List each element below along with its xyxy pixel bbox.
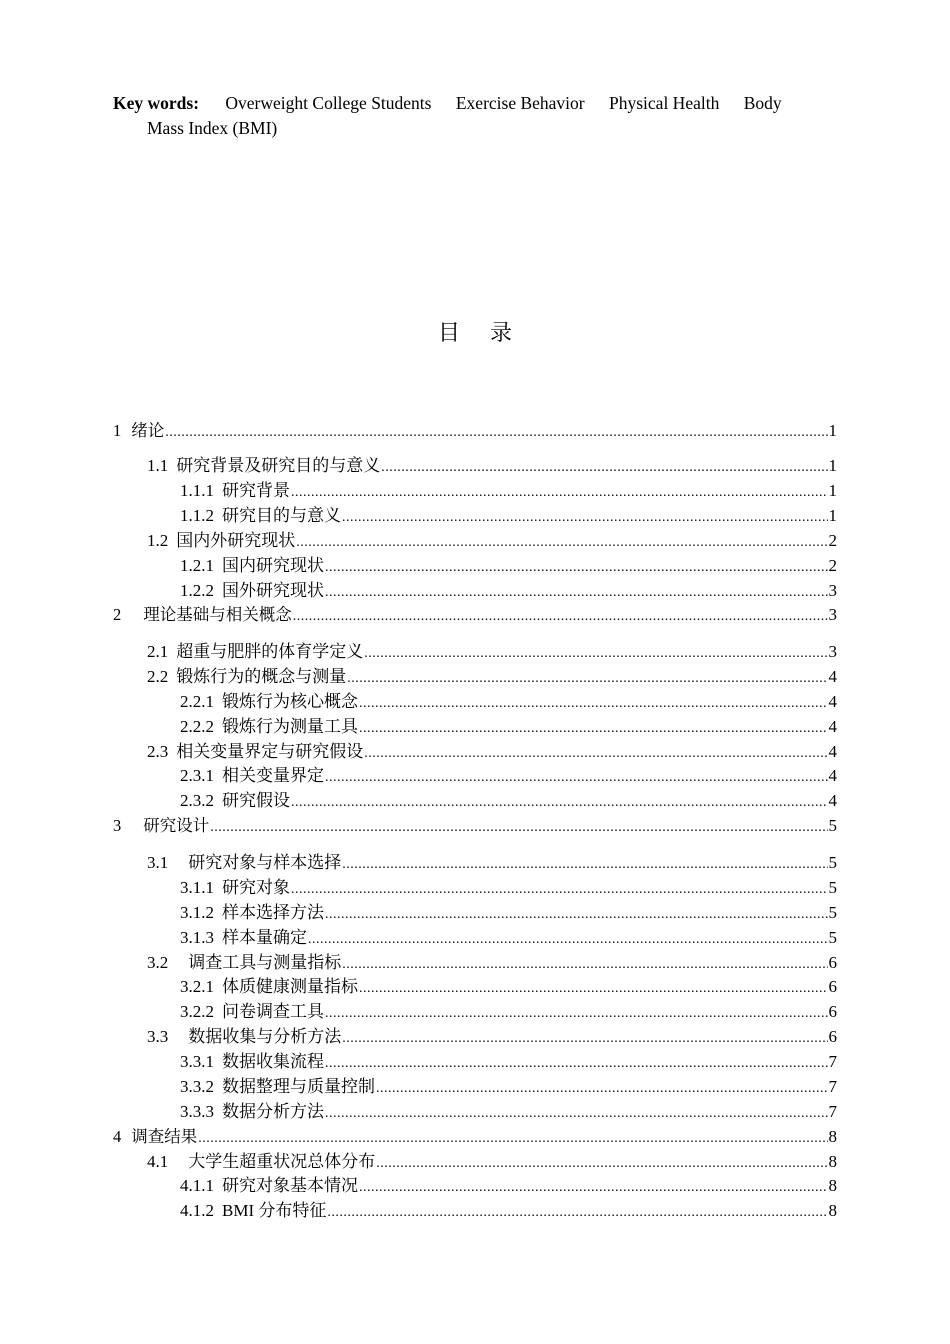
toc-entry-page: 3: [828, 642, 837, 661]
toc-entry[interactable]: [147, 741, 837, 765]
toc-entry[interactable]: [180, 1051, 837, 1075]
toc-entry-number: 2.2.1: [180, 692, 214, 711]
toc-dot-leader: [325, 557, 828, 579]
toc-entry[interactable]: [180, 1001, 837, 1025]
toc-dot-leader: [296, 532, 827, 554]
toc-entry[interactable]: [180, 765, 837, 789]
toc-dot-leader: [325, 1003, 828, 1025]
toc-entry-title: 研究对象: [222, 878, 290, 897]
keyword-term: Exercise Behavior: [455, 93, 585, 113]
toc-entry-title: 研究对象与样本选择: [188, 853, 342, 872]
toc-entry-title: 研究设计: [143, 816, 210, 835]
toc-dot-leader: [291, 792, 828, 814]
toc-entry-page: 1: [828, 456, 837, 475]
toc-entry-page: 7: [828, 1102, 837, 1121]
toc-entry[interactable]: [113, 420, 837, 444]
toc-entry[interactable]: [147, 455, 837, 479]
toc-entry[interactable]: [180, 1175, 837, 1199]
toc-entry-title: 锻炼行为测量工具: [222, 717, 358, 736]
toc-entry-page: 5: [828, 816, 837, 835]
toc-entry-title: BMI 分布特征: [222, 1201, 327, 1220]
toc-entry-title: 研究背景: [222, 481, 290, 500]
toc-entry-title: 锻炼行为的概念与测量: [176, 667, 347, 686]
toc-entry-title: 研究目的与意义: [222, 506, 341, 525]
toc-dot-leader: [293, 606, 828, 628]
toc-entry-title: 国外研究现状: [222, 581, 324, 600]
toc-entry-title: 样本量确定: [222, 928, 307, 947]
toc-entry[interactable]: [147, 530, 837, 554]
toc-dot-leader: [165, 422, 827, 444]
toc-entry-title: 国内外研究现状: [176, 531, 296, 550]
keywords-continuation: Mass Index (BMI): [147, 118, 278, 138]
toc-entry-title: 国内研究现状: [222, 556, 324, 575]
toc-entry-number: 4: [113, 1127, 122, 1146]
toc-entry-title: 大学生超重状况总体分布: [188, 1152, 376, 1171]
toc-entry-number: 3.1.3: [180, 928, 214, 947]
toc-entry[interactable]: [147, 641, 837, 665]
toc-dot-leader: [342, 954, 827, 976]
toc-entry-page: 6: [828, 1027, 837, 1046]
keyword-term: Overweight College Students: [225, 93, 432, 113]
toc-entry-page: 2: [828, 556, 837, 575]
toc-dot-leader: [291, 482, 828, 504]
toc-entry[interactable]: [180, 480, 837, 504]
toc-dot-leader: [359, 718, 828, 740]
toc-dot-leader: [325, 1103, 828, 1125]
toc-dot-leader: [291, 879, 828, 901]
toc-entry-page: 6: [828, 1002, 837, 1021]
toc-dot-leader: [376, 1153, 827, 1175]
toc-entry-title: 理论基础与相关概念: [143, 605, 292, 624]
toc-entry-title: 调查工具与测量指标: [188, 953, 342, 972]
toc-entry-title: 研究假设: [222, 791, 290, 810]
toc-dot-leader: [210, 817, 827, 839]
toc-entry-page: 8: [828, 1127, 837, 1146]
toc-entry[interactable]: [180, 877, 837, 901]
toc-entry[interactable]: [180, 1076, 837, 1100]
toc-entry-number: 2.3: [147, 742, 169, 761]
toc-entry[interactable]: [180, 1101, 837, 1125]
toc-entry-page: 1: [828, 506, 837, 525]
toc-entry-page: 7: [828, 1052, 837, 1071]
toc-entry-title: 调查结果: [131, 1127, 198, 1146]
toc-entry-number: 3.1: [147, 853, 169, 872]
toc-entry[interactable]: [113, 1126, 837, 1150]
toc-entry-number: 3.2.1: [180, 977, 214, 996]
toc-entry-number: 1.1: [147, 456, 169, 475]
toc-entry-title: 样本选择方法: [222, 903, 324, 922]
toc-dot-leader: [342, 1028, 827, 1050]
toc-entry-title: 数据收集流程: [222, 1052, 324, 1071]
toc-entry[interactable]: [113, 604, 837, 628]
toc-entry-number: 2.2.2: [180, 717, 214, 736]
toc-entry[interactable]: [180, 790, 837, 814]
toc-entry[interactable]: [147, 666, 837, 690]
toc-dot-leader: [359, 978, 828, 1000]
toc-entry[interactable]: [180, 927, 837, 951]
keywords-paragraph: [113, 91, 833, 141]
toc-entry-title: 相关变量界定: [222, 766, 324, 785]
toc-entry-page: 4: [828, 692, 837, 711]
toc-dot-leader: [342, 507, 828, 529]
toc-entry-number: 3.3: [147, 1027, 169, 1046]
toc-entry-number: 3.3.1: [180, 1052, 214, 1071]
toc-entry-page: 3: [828, 605, 837, 624]
toc-entry[interactable]: [113, 815, 837, 839]
toc-entry-number: 4.1.1: [180, 1176, 214, 1195]
keyword-term: Physical Health: [609, 93, 720, 113]
toc-entry-title: 体质健康测量指标: [222, 977, 358, 996]
toc-dot-leader: [364, 643, 827, 665]
toc-entry-page: 1: [828, 481, 837, 500]
toc-dot-leader: [359, 1177, 828, 1199]
toc-dot-leader: [325, 767, 828, 789]
toc-entry-number: 3.2.2: [180, 1002, 214, 1021]
toc-entry-page: 3: [828, 581, 837, 600]
toc-entry-number: 1.2.1: [180, 556, 214, 575]
toc-entry-title: 绪论: [131, 421, 165, 440]
toc-entry[interactable]: [180, 505, 837, 529]
toc-entry-number: 1: [113, 421, 122, 440]
toc-entry-title: 数据收集与分析方法: [188, 1027, 342, 1046]
toc-entry-title: 数据整理与质量控制: [222, 1077, 375, 1096]
toc-entry-number: 1.2: [147, 531, 169, 550]
toc-entry[interactable]: [180, 580, 837, 604]
toc-entry-title: 锻炼行为核心概念: [222, 692, 358, 711]
toc-dot-leader: [308, 929, 828, 951]
toc-entry-page: 1: [828, 421, 837, 440]
toc-entry[interactable]: [180, 902, 837, 926]
toc-entry[interactable]: [147, 952, 837, 976]
toc-entry[interactable]: [180, 976, 837, 1000]
keyword-term: Body: [743, 93, 782, 113]
toc-entry-page: 4: [828, 667, 837, 686]
keywords-label: Key words:: [113, 93, 200, 113]
toc-entry-title: 研究背景及研究目的与意义: [176, 456, 381, 475]
toc-dot-leader: [325, 1053, 828, 1075]
toc-dot-leader: [198, 1128, 827, 1150]
toc-entry-title: 数据分析方法: [222, 1102, 324, 1121]
toc-entry-page: 8: [828, 1152, 837, 1171]
toc-entry[interactable]: [180, 555, 837, 579]
toc-entry-number: 2.2: [147, 667, 169, 686]
toc-entry-number: 2.3.2: [180, 791, 214, 810]
toc-entry-page: 4: [828, 766, 837, 785]
toc-entry-number: 1.2.2: [180, 581, 214, 600]
toc-entry-number: 3.1.2: [180, 903, 214, 922]
toc-entry-number: 3.2: [147, 953, 169, 972]
toc-dot-leader: [364, 743, 827, 765]
toc-entry-title: 问卷调查工具: [222, 1002, 324, 1021]
toc-entry[interactable]: [147, 852, 837, 876]
toc-entry-number: 4.1: [147, 1152, 169, 1171]
toc-entry-page: 6: [828, 977, 837, 996]
toc-dot-leader: [342, 854, 827, 876]
toc-entry-page: 5: [828, 853, 837, 872]
toc-entry-page: 5: [828, 903, 837, 922]
toc-entry-number: 3.3.3: [180, 1102, 214, 1121]
toc-dot-leader: [376, 1078, 828, 1100]
toc-entry-page: 4: [828, 742, 837, 761]
toc-entry-title: 相关变量界定与研究假设: [176, 742, 364, 761]
toc-entry-number: 3.3.2: [180, 1077, 214, 1096]
toc-entry-number: 4.1.2: [180, 1201, 214, 1220]
toc-entry-page: 2: [828, 531, 837, 550]
toc-entry-page: 7: [828, 1077, 837, 1096]
toc-entry-page: 5: [828, 928, 837, 947]
toc-entry-number: 2.1: [147, 642, 169, 661]
toc-entry-number: 1.1.1: [180, 481, 214, 500]
toc-entry-number: 3.1.1: [180, 878, 214, 897]
toc-entry-page: 4: [828, 717, 837, 736]
toc-entry-page: 8: [828, 1176, 837, 1195]
toc-dot-leader: [325, 904, 828, 926]
toc-dot-leader: [381, 457, 827, 479]
toc-entry-number: 1.1.2: [180, 506, 214, 525]
toc-entry-number: 3: [113, 816, 122, 835]
toc-dot-leader: [325, 582, 828, 604]
toc-dot-leader: [347, 668, 827, 690]
toc-entry-title: 研究对象基本情况: [222, 1176, 358, 1195]
toc-entry-page: 4: [828, 791, 837, 810]
toc-entry-page: 6: [828, 953, 837, 972]
toc-entry-page: 8: [828, 1201, 837, 1220]
toc-entry[interactable]: [180, 1200, 837, 1224]
toc-entry-page: 5: [828, 878, 837, 897]
toc-dot-leader: [327, 1202, 827, 1224]
toc-entry-number: 2.3.1: [180, 766, 214, 785]
toc-entry[interactable]: [147, 1151, 837, 1175]
toc-title: 目录: [437, 321, 542, 346]
toc-entry[interactable]: [180, 691, 837, 715]
keywords-line: [113, 91, 833, 116]
toc-entry-title: 超重与肥胖的体育学定义: [176, 642, 364, 661]
toc-entry-number: 2: [113, 605, 122, 624]
toc-entry[interactable]: [147, 1026, 837, 1050]
toc-dot-leader: [359, 693, 828, 715]
toc-entry[interactable]: [180, 716, 837, 740]
